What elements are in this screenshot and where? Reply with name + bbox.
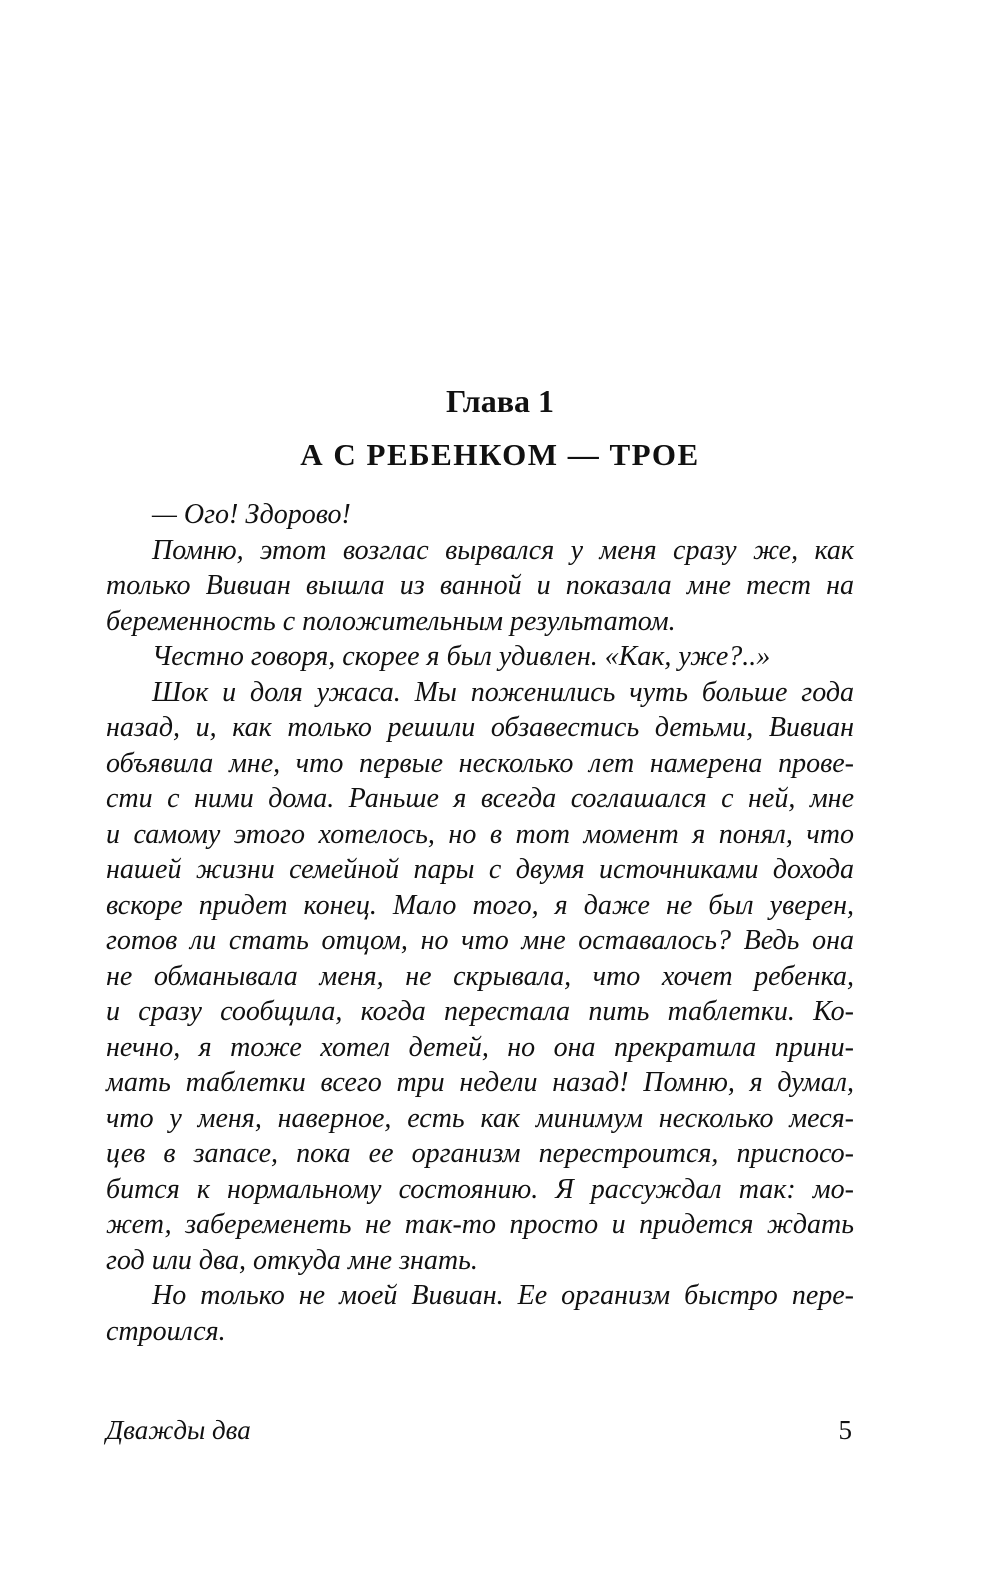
text-line: нашей жизни семейной пары с двумя источниками дохода [106,854,854,885]
text-line: Шок и доля ужаса. Мы поженились чуть больше года [152,676,854,708]
chapter-title: А С РЕБЕНКОМ — ТРОЕ [300,437,700,472]
text-line: строился. [106,1315,226,1347]
text-line: сти с ними дома. Раньше я всегда соглашался с ней, мне [106,783,854,814]
text-line: цев в запасе, пока ее организм перестроится, приспосо- [106,1138,854,1169]
text-line: нечно, я тоже хотел детей, но она прекратила прини- [106,1031,854,1063]
text-line: год или два, откуда мне знать. [106,1244,478,1276]
page-number: 5 [838,1415,852,1445]
text-line: Честно говоря, скорее я был удивлен. «Как, уже?..» [152,641,771,672]
text-line: что у меня, наверное, есть как минимум несколько меся- [106,1102,854,1134]
text-line: беременность с положительным результатом. [106,605,676,637]
text-line: Но только не моей Вивиан. Ее организм быстро пере- [152,1280,854,1311]
text-line: объявила мне, что первые несколько лет намерена прове- [106,747,854,779]
body-text [106,497,854,1349]
text-line: назад, и, как только решили обзавестись детьми, Вивиан [106,712,854,743]
text-line: и самому этого хотелось, но в тот момент я понял, что [106,818,854,850]
text-line: Помню, этот возглас вырвался у меня сразу же, как [152,534,854,566]
text-line: бится к нормальному состоянию. Я рассуждал так: мо- [106,1173,854,1205]
text-line: только Вивиан вышла из ванной и показала мне тест на [106,570,854,601]
text-line: не обманывала меня, не скрывала, что хочет ребенка, [106,960,854,992]
running-footer-title: Дважды два [106,1415,251,1445]
text-line: — Ого! Здорово! [152,499,351,530]
chapter-number: Глава 1 [446,383,554,419]
text-line: жет, забеременеть не так-то просто и придется ждать [106,1209,854,1240]
text-line: мать таблетки всего три недели назад! Помню, я думал, [106,1067,854,1098]
text-line: готов ли стать отцом, но что мне оставалось? Ведь она [106,925,854,956]
text-line: вскоре придет конец. Мало того, я даже не был уверен, [106,889,854,921]
text-line: и сразу сообщила, когда перестала пить таблетки. Ко- [106,996,854,1027]
